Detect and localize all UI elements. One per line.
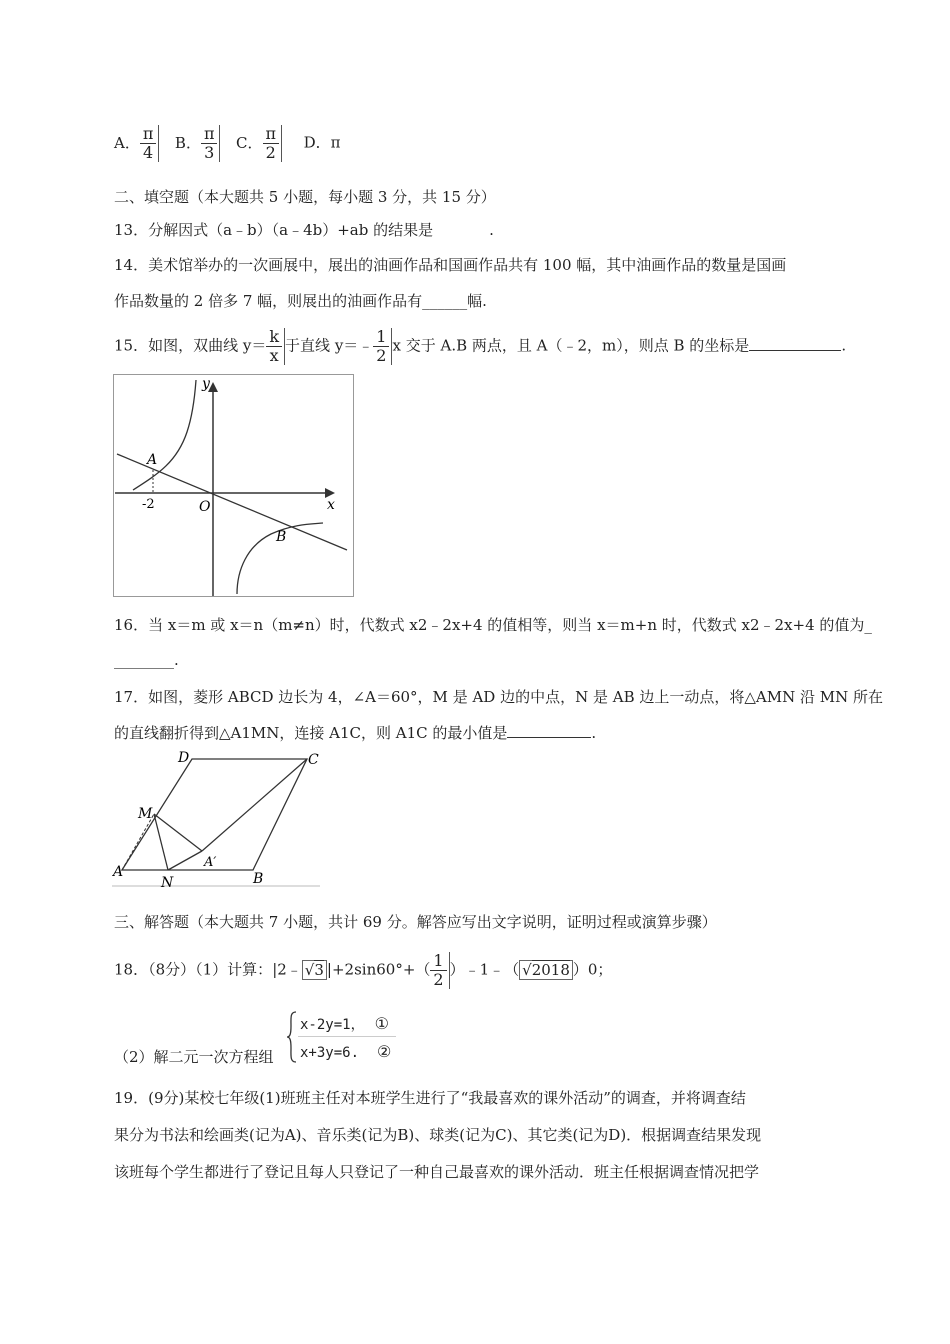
brace-icon bbox=[286, 1010, 298, 1064]
equation-1: x-2y=1， ① bbox=[300, 1014, 389, 1033]
q17-line2: 的直线翻折得到△A1MN，连接 A1C，则 A1C 的最小值是 . bbox=[114, 724, 597, 742]
label-m: M bbox=[138, 806, 153, 822]
option-a: A． $\frac{\pi}{4}$ bbox=[114, 134, 159, 152]
section2-title: 二、填空题（本大题共 5 小题，每小题 3 分，共 15 分） bbox=[114, 188, 496, 206]
option-d: D．π bbox=[303, 133, 341, 152]
label-n: N bbox=[161, 875, 174, 890]
label-y: y bbox=[202, 376, 210, 392]
q14-line1: 14．美术馆举办的一次画展中，展出的油画作品和国画作品共有 100 幅，其中油画作品的数量是国画 bbox=[114, 256, 787, 274]
q19-line1: 19．(9分)某校七年级(1)班班主任对本班学生进行了“我最喜欢的课外活动”的调查，并将调查结 bbox=[114, 1089, 746, 1107]
q12-options bbox=[114, 125, 340, 162]
q17-line1: 17．如图，菱形 ABCD 边长为 4，∠A＝60°，M 是 AD 边的中点，N 是 AB 边上一动点，将△AMN 沿 MN 所在 bbox=[114, 688, 884, 706]
label-b: B bbox=[253, 871, 264, 887]
segment-na1 bbox=[168, 851, 202, 870]
label-b: B bbox=[276, 529, 287, 545]
q16-line1: 16．当 x＝m 或 x＝n（m≠n）时，代数式 x2﹣2x+4 的值相等，则当 x＝m+n 时，代数式 x2﹣2x+4 的值为_ bbox=[114, 616, 872, 634]
label-neg2: -2 bbox=[142, 497, 155, 512]
sqrt-2018: √2018 bbox=[519, 960, 573, 980]
option-b: B． $\frac{\pi}{3}$ bbox=[175, 134, 221, 152]
label-a: A bbox=[113, 864, 124, 880]
label-x: x bbox=[327, 497, 335, 513]
segment-a1c bbox=[202, 759, 307, 851]
label-d: D bbox=[178, 750, 190, 766]
q14-line2: 作品数量的 2 倍多 7 幅，则展出的油画作品有______幅. bbox=[114, 292, 487, 310]
sqrt-3: √3 bbox=[302, 960, 327, 980]
figure-rhombus bbox=[112, 748, 322, 894]
figure-hyperbola bbox=[113, 374, 355, 602]
q19-line3: 该班每个学生都进行了登记且每人只登记了一种自己最喜欢的课外活动．班主任根据调查情况把学 bbox=[114, 1163, 760, 1181]
q19-line2: 果分为书法和绘画类(记为A)、音乐类(记为B)、球类(记为C)、其它类(记为D)．根据调查结果发现 bbox=[114, 1126, 762, 1144]
q18-part2-text: （2）解二元一次方程组 bbox=[114, 1048, 274, 1066]
equation-2: x+3y=6. ② bbox=[300, 1042, 392, 1061]
label-a1: A′ bbox=[204, 855, 217, 870]
equation-system bbox=[286, 1010, 398, 1064]
label-origin: O bbox=[199, 499, 211, 515]
label-a: A bbox=[147, 452, 158, 468]
option-c: C． $\frac{\pi}{2}$ bbox=[236, 134, 282, 152]
q18-part1: 18．（8分）（1）计算：|2﹣ √3 |+2sin60°+（ $\frac{1}{2}$ ）﹣1﹣（ √2018 ）0； bbox=[114, 951, 613, 989]
figure-frame bbox=[114, 375, 354, 597]
q13: 13．分解因式（a﹣b）（a﹣4b）+ab 的结果是 . bbox=[114, 221, 494, 239]
label-c: C bbox=[308, 752, 319, 768]
q15: 15．如图，双曲线 y＝ $\frac{k}{x}$ 于直线 y＝﹣ $\frac{1}{2}$ x 交于 A.B 两点，且 A（﹣2，m），则点 B 的坐标是 . bbox=[114, 327, 847, 365]
q16-line2: ________. bbox=[114, 651, 179, 669]
section3-title: 三、解答题（本大题共 7 小题，共计 69 分。解答应写出文字说明，证明过程或演算步骤） bbox=[114, 913, 717, 931]
